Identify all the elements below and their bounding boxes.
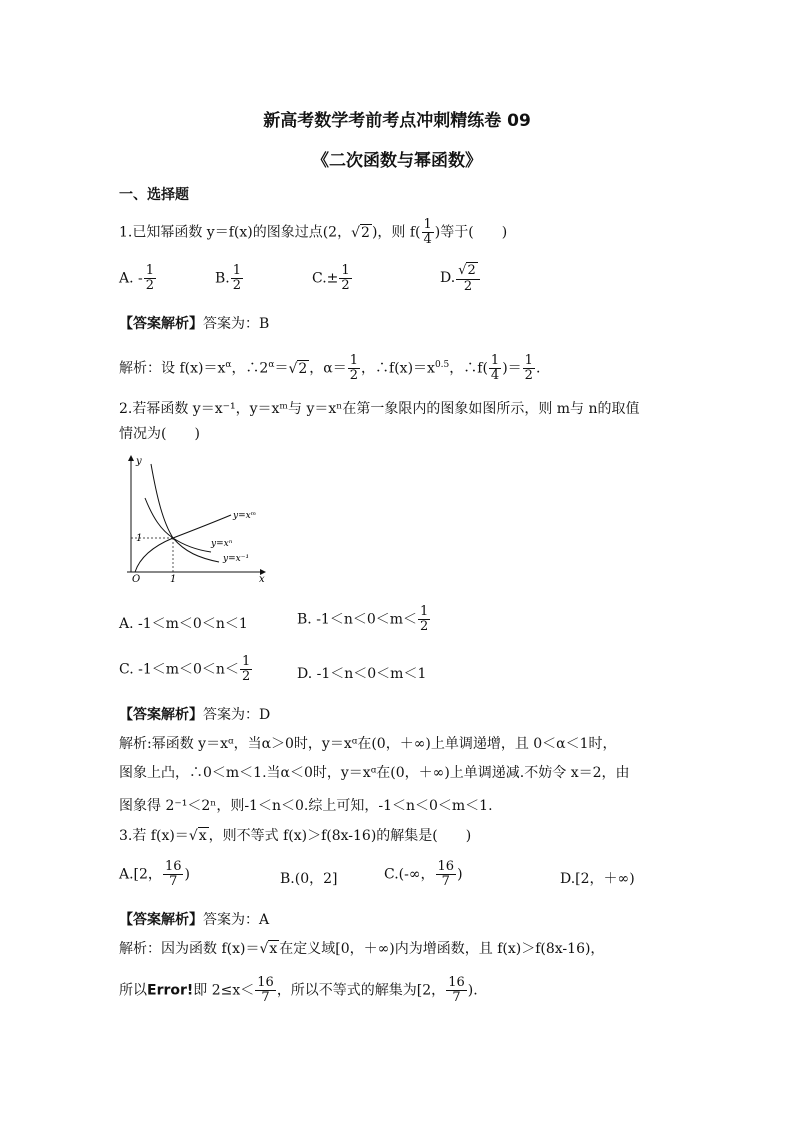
- section-heading: 一、选择题: [119, 187, 189, 203]
- y-axis-label: y: [136, 456, 142, 467]
- answer-tag: 【答案解析】: [119, 316, 203, 332]
- tick-y-1: 1: [136, 533, 143, 544]
- q3-explanation-line1: 解析：因为函数 f(x)＝√x 在定义域[0，＋∞)内为增函数，且 f(x)＞f(8x-16)，: [119, 941, 605, 957]
- page-subtitle: 《二次函数与幂函数》: [312, 151, 482, 171]
- q1-option-b: B. $\frac{1}{2}$: [215, 263, 242, 293]
- x-axis-label: x: [259, 574, 265, 584]
- q2-explanation-line1: 解析:幂函数 y＝xᵅ，当α＞0时，y＝xᵅ在(0，＋∞)上单调递增，且 0＜α＜1时，: [119, 736, 617, 752]
- q1-option-c: C.± $\frac{1}{2}$: [312, 263, 350, 293]
- q2-option-a: A. -1＜m＜0＜n＜1: [119, 616, 248, 632]
- q1-option-d: D. $\frac{√2}{2}$: [440, 262, 481, 294]
- q1-stem: 1.已知幂函数 y＝f(x)的图象过点(2，√2 )，则 f( $\frac{1}{4}$ )等于( ): [119, 217, 508, 247]
- q1-stem-post: )等于( ): [434, 224, 508, 241]
- origin-label: O: [132, 574, 141, 584]
- q2-option-c: C. -1＜m＜0＜n＜ $\frac{1}{2}$: [119, 654, 251, 684]
- q3-option-c: C.(-∞， $\frac{16}{7}$ ): [384, 859, 463, 889]
- q2-stem-line1: 2.若幂函数 y＝x⁻¹，y＝xᵐ与 y＝xⁿ在第一象限内的图象如图所示，则 m与 n的取值: [119, 401, 640, 417]
- curve-x-inv: [151, 464, 219, 562]
- tick-x-1: 1: [170, 574, 177, 584]
- q1-stem-mid: )，则 f(: [371, 224, 421, 241]
- label-y-x-m: y=xᵐ: [233, 511, 257, 521]
- label-y-x-n: y=xⁿ: [211, 539, 233, 549]
- q2-option-d: D. -1＜n＜0＜m＜1: [297, 666, 427, 682]
- label-y-x-inv: y=x⁻¹: [223, 554, 250, 564]
- q1-answer: [119, 314, 269, 334]
- q2-explanation-line3: 图象得 2⁻¹＜2ⁿ，则-1＜n＜0.综上可知，-1＜n＜0＜m＜1.: [119, 798, 493, 814]
- error-text: Error!: [147, 982, 194, 999]
- q2-stem-line2: 情况为( ): [119, 426, 200, 442]
- q2-explanation-line2: 图象上凸，∴0＜m＜1.当α＜0时，y＝xᵅ在(0，＋∞)上单调递减.不妨令 x＝2，由: [119, 765, 630, 781]
- q2-power-function-graph: [119, 452, 279, 584]
- q1-fraction: $\frac{1}{4}$: [423, 217, 432, 247]
- answer-text: 答案为：B: [203, 316, 270, 332]
- page-title: 新高考数学考前考点冲刺精练卷 09: [263, 111, 531, 131]
- q3-option-b: B.(0，2]: [280, 871, 338, 887]
- q3-stem: 3.若 f(x)＝√x ，则不等式 f(x)＞f(8x-16)的解集是( ): [119, 828, 472, 844]
- q3-answer: 【答案解析】答案为：A: [119, 912, 270, 928]
- q3-explanation-line2: 所以Error!即 2≤x＜ $\frac{16}{7}$ ，所以不等式的解集为[2， $\frac{16}{7}$ ).: [119, 975, 478, 1005]
- q2-option-b: B. -1＜n＜0＜m＜ $\frac{1}{2}$: [297, 604, 429, 634]
- q2-answer: 【答案解析】答案为：D: [119, 707, 271, 723]
- q1-option-a: A. - $\frac{1}{2}$: [119, 263, 155, 293]
- q1-sqrt: 2: [361, 224, 370, 241]
- q3-option-a: A.[2， $\frac{16}{7}$ ): [119, 859, 190, 889]
- q1-explanation: 解析：设 $f(x)=x^\alpha$，$\therefore 2^\alpha=√2$ ，α＝ $\frac{1}{2}$ ，$\therefore f(x)=x^{0.5}$，∴f( $\frac{1}{4}$ )＝ $\frac{1}{2}$ .: [119, 353, 541, 383]
- q1-stem-text: 1.已知幂函数 y＝f(x)的图象过点(2，: [119, 224, 352, 241]
- q3-option-d: D.[2，＋∞): [560, 871, 635, 887]
